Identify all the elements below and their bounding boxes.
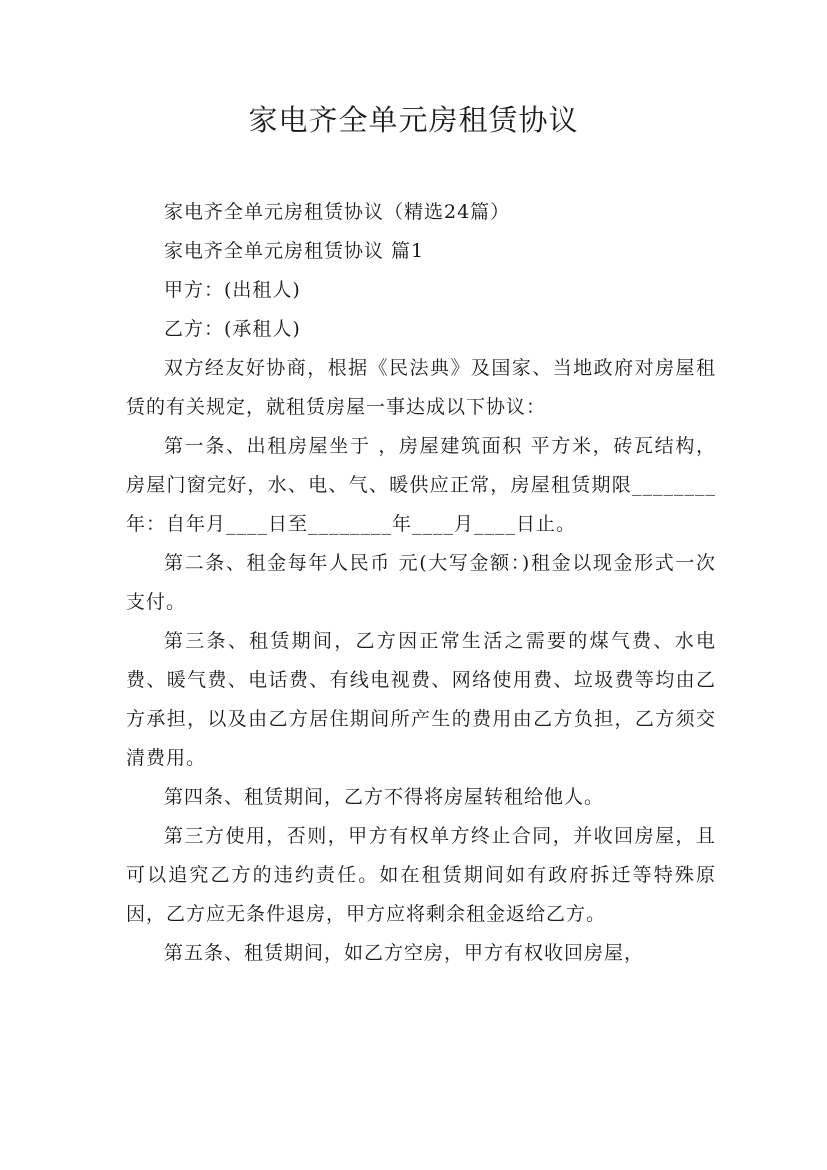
paragraph-article-1: 第一条、出租房屋坐于 ，房屋建筑面积 平方米，砖瓦结构，房屋门窗完好，水、电、气、暖供应正常，房屋租赁期限________年：自年月____日至________年____月____日止。: [126, 435, 716, 535]
paragraph-subtitle: 家电齐全单元房租赁协议（精选24篇）: [164, 201, 511, 223]
paragraph-article-5: 第五条、租赁期间，如乙方空房，甲方有权收回房屋，: [164, 942, 645, 964]
paragraph-party-a: 甲方：(出租人): [164, 279, 301, 301]
document-body: [126, 193, 716, 973]
document-title: 家电齐全单元房租赁协议: [248, 103, 579, 137]
paragraph-article-3: 第三条、租赁期间，乙方因正常生活之需要的煤气费、水电费、暖气费、电话费、有线电视费、网络使用费、垃圾费等均由乙方承担，以及由乙方居住期间所产生的费用由乙方负担，乙方须交清费用。: [126, 630, 716, 769]
paragraph-section-heading: 家电齐全单元房租赁协议 篇1: [164, 240, 425, 262]
paragraph-third-party: 第三方使用，否则，甲方有权单方终止合同，并收回房屋，且可以追究乙方的违约责任。如在租赁期间如有政府拆迁等特殊原因，乙方应无条件退房，甲方应将剩余租金返给乙方。: [126, 825, 716, 925]
paragraph-article-2: 第二条、租金每年人民币 元(大写金额：)租金以现金形式一次支付。: [126, 552, 716, 613]
paragraph-preamble: 双方经友好协商，根据《民法典》及国家、当地政府对房屋租赁的有关规定，就租赁房屋一事达成以下协议：: [126, 357, 716, 418]
paragraph-party-b: 乙方：(承租人): [164, 318, 301, 340]
paragraph-article-4: 第四条、租赁期间，乙方不得将房屋转租给他人。: [164, 786, 605, 808]
